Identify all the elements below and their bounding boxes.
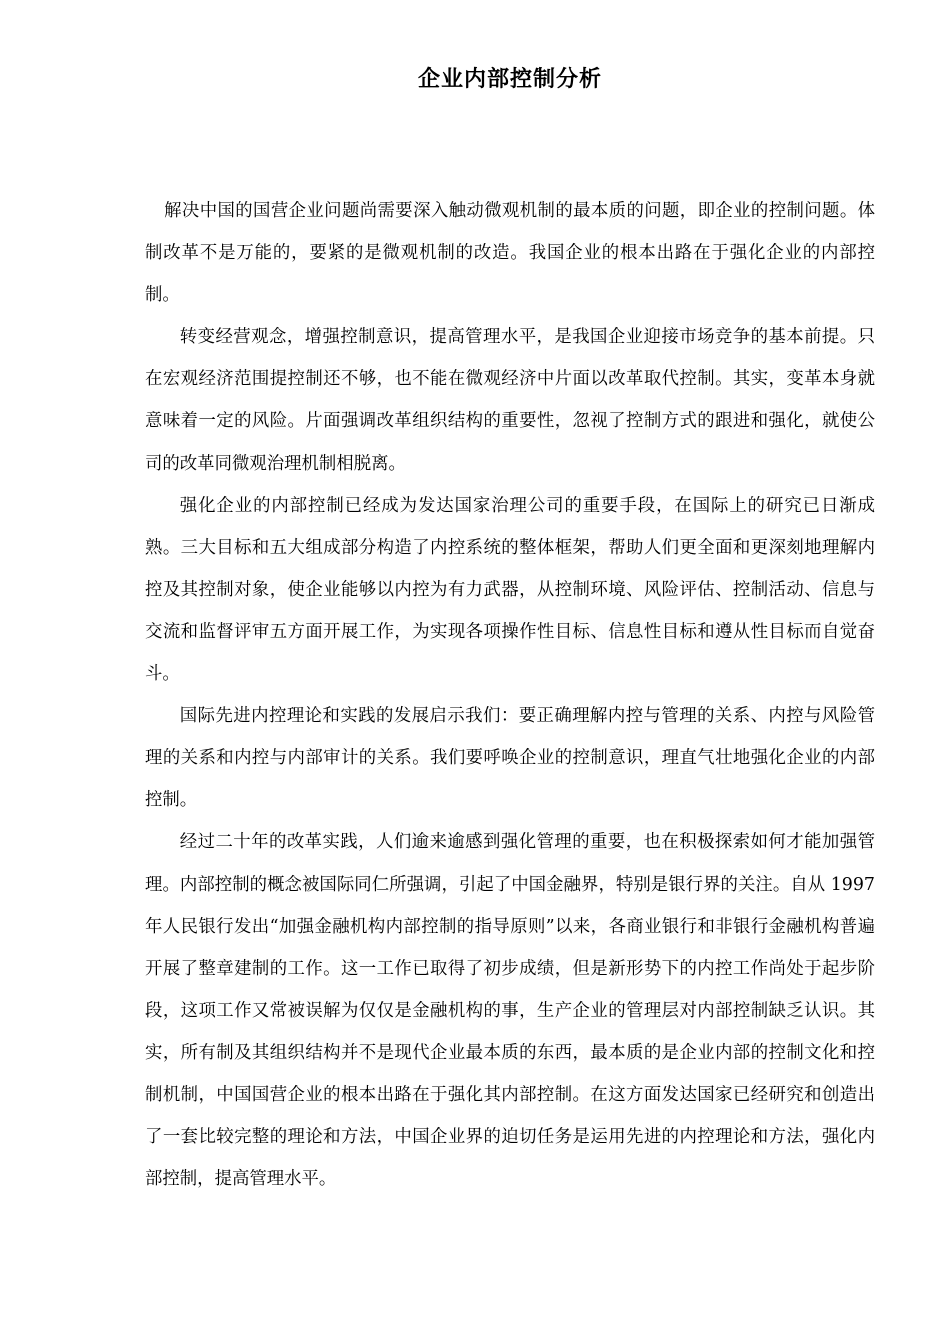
paragraph-3: 强化企业的内部控制已经成为发达国家治理公司的重要手段，在国际上的研究已日渐成熟。三大目标和五大组成部分构造了内控系统的整体框架，帮助人们更全面和更深刻地理解内控及其控制对象，使企业能够以内控为有力武器，从控制环境、风险评估、控制活动、信息与交流和监督评审五方面开展工作，为实现各项操作性目标、信息性目标和遵从性目标而自觉奋斗。 xyxy=(145,495,875,685)
document-title: 企业内部控制分析 xyxy=(417,67,602,92)
document-body xyxy=(145,190,875,1200)
paragraph-1: 解决中国的国营企业问题尚需要深入触动微观机制的最本质的问题，即企业的控制问题。体制改革不是万能的，要紧的是微观机制的改造。我国企业的根本出路在于强化企业的内部控制。 xyxy=(145,201,875,306)
paragraph-5: 经过二十年的改革实践，人们逾来逾感到强化管理的重要，也在积极探索如何才能加强管理。内部控制的概念被国际同仁所强调，引起了中国金融界，特别是银行界的关注。自从 1997 年人民银行发出“加强金融机构内部控制的指导原则”以来，各商业银行和非银行金融机构普遍开展了整章建制的工作。这一工作已取得了初步成绩，但是新形势下的内控工作尚处于起步阶段，这项工作又常被误解为仅仅是金融机构的事，生产企业的管理层对内部控制缺乏认识。其实，所有制及其组织结构并不是现代企业最本质的东西，最本质的是企业内部的控制文化和控制机制，中国国营企业的根本出路在于强化其内部控制。在这方面发达国家已经研究和创造出了一套比较完整的理论和方法，中国企业界的迫切任务是运用先进的内控理论和方法，强化内部控制，提高管理水平。 xyxy=(145,832,875,1190)
paragraph-2: 转变经营观念，增强控制意识，提高管理水平，是我国企业迎接市场竞争的基本前提。只在宏观经济范围提控制还不够，也不能在微观经济中片面以改革取代控制。其实，变革本身就意味着一定的风险。片面强调改革组织结构的重要性，忽视了控制方式的跟进和强化，就使公司的改革同微观治理机制相脱离。 xyxy=(145,327,875,474)
paragraph-4: 国际先进内控理论和实践的发展启示我们：要正确理解内控与管理的关系、内控与风险管理的关系和内控与内部审计的关系。我们要呼唤企业的控制意识，理直气壮地强化企业的内部控制。 xyxy=(145,706,875,811)
